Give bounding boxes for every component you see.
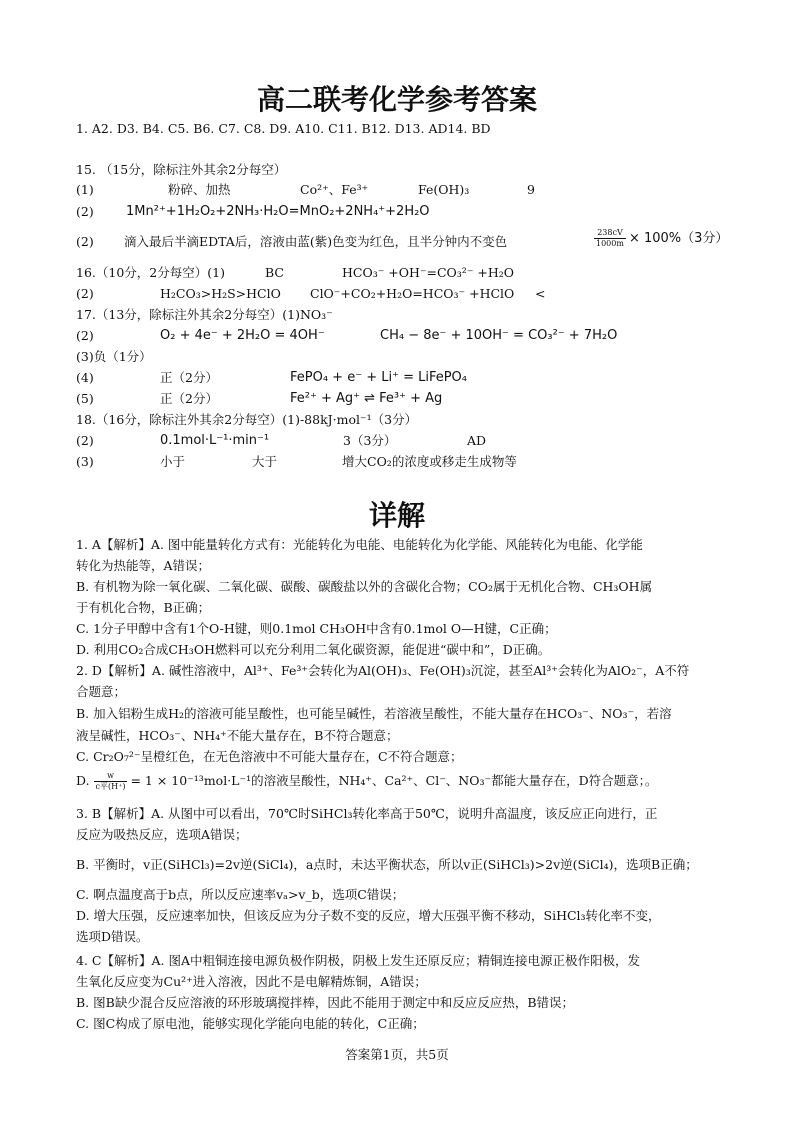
q17-r2-num: (2) (76, 328, 94, 343)
q18-r2-b: 3（3分） (343, 433, 397, 448)
q17-r5-b: Fe²⁺ + Ag⁺ ⇌ Fe³⁺ + Ag (290, 391, 443, 406)
detail-line: 于有机化合物，B正确； (76, 600, 211, 615)
q17-r4-a: 正（2分） (160, 370, 218, 385)
q17-r3: (3)负（1分） (76, 349, 152, 364)
detail-line: 液呈碱性，HCO₃⁻、NH₄⁺不能大量存在，B不符合题意； (76, 728, 399, 743)
page-footer: 答案第1页，共5页 (345, 1047, 449, 1062)
detail-line: 生氧化反应变为Cu²⁺进入溶液，因此不是电解精炼铜，A错误； (76, 974, 427, 989)
q17-r4-b: FePO₄ + e⁻ + Li⁺ = LiFePO₄ (290, 370, 467, 385)
q17-r1: 17.（13分，除标注外其余2分每空）(1)NO₃⁻ (76, 307, 333, 322)
q16-r2-b: ClO⁻+CO₂+H₂O=HCO₃⁻ +HClO (310, 286, 515, 301)
detail-line: C. 图C构成了原电池，能够实现化学能向电能的转化，C正确； (76, 1016, 425, 1031)
choice-answers: 1. A2. D3. B4. C5. B6. C7. C8. D9. A10. C11. B12. D13. AD14. BD (76, 121, 491, 136)
detail-line: 反应为吸热反应，选项A错误； (76, 827, 248, 842)
q15-r3-fraction (594, 228, 728, 249)
detail-line: 3. B【解析】A. 从图中可以看出，70℃时SiHCl₃转化率高于50℃，说明升高温度，该反应正向进行，正 (76, 806, 658, 821)
q18-r2-c: AD (467, 433, 487, 448)
d-line-text: = 1 × 10⁻¹³mol·L⁻¹的溶液呈酸性，NH₄⁺、Ca²⁺、Cl⁻、NO₃⁻都能大量存在，D符合题意；。 (130, 773, 658, 788)
q17-r2-b: CH₄ − 8e⁻ + 10OH⁻ = CO₃²⁻ + 7H₂O (380, 328, 618, 343)
fraction (594, 228, 626, 249)
fraction-denominator: c平(H⁺) (95, 782, 126, 791)
detail-line: 选项D错误。 (76, 929, 149, 944)
q17-r4-num: (4) (76, 370, 94, 385)
q16-r1-b: HCO₃⁻ +OH⁻=CO₃²⁻ +H₂O (342, 265, 515, 280)
detail-d-line (76, 771, 657, 792)
q16-r1-a: BC (265, 265, 284, 280)
q15-r1-num: (1) (76, 182, 94, 197)
detail-line: B. 有机物为除一氧化碳、二氧化碳、碳酸、碳酸盐以外的含碳化合物；CO₂属于无机化合物、CH₃OH属 (76, 579, 653, 594)
detail-line: B. 图B缺少混合反应溶液的环形玻璃搅拌棒，因此不能用于测定中和反应反应热，B错误； (76, 995, 575, 1010)
detail-line: 1. A【解析】A. 图中能量转化方式有：光能转化为电能、电能转化为化学能、风能转化为电能、化学能 (76, 537, 643, 552)
detail-line: C. 1分子甲醇中含有1个O-H键，则0.1mol CH₃OH中含有0.1mol O—H键，C正确； (76, 621, 557, 636)
d-fraction (94, 771, 128, 792)
q17-r5-num: (5) (76, 391, 94, 406)
q15-r1-a: 粉碎、加热 (168, 182, 231, 197)
q16-r2-c: < (535, 286, 546, 301)
detail-line: C. Cr₂O₇²⁻呈橙红色，在无色溶液中不可能大量存在，C不符合题意； (76, 749, 463, 764)
q15-header: 15. （15分，除标注外其余2分每空） (76, 162, 287, 177)
q18-r3-b: 大于 (252, 454, 278, 469)
detail-line: D. 利用CO₂合成CH₃OH燃料可以充分利用二氧化碳资源，能促进“碳中和”，D正确。 (76, 642, 551, 657)
q15-r2-eq: 1Mn²⁺+1H₂O₂+2NH₃·H₂O=MnO₂+2NH₄⁺+2H₂O (126, 204, 430, 219)
q15-r1-d: 9 (527, 182, 535, 197)
q15-r3-text: 滴入最后半滴EDTA后，溶液由蓝(紫)色变为红色，且半分钟内不变色 (124, 234, 508, 249)
q16-r1-num: 16.（10分，2分每空）(1) (76, 265, 225, 280)
d-prefix: D. (76, 773, 90, 788)
detail-line: 2. D【解析】A. 碱性溶液中，Al³⁺、Fe³⁺会转化为Al(OH)₃、Fe(OH)₃沉淀，甚至Al³⁺会转化为AlO₂⁻，A不符 (76, 663, 690, 678)
page-title: 高二联考化学参考答案 (256, 83, 537, 116)
q15-r1-c: Fe(OH)₃ (418, 182, 470, 197)
q15-r1-b: Co²⁺、Fe³⁺ (300, 182, 369, 197)
q17-r5-a: 正（2分） (160, 391, 218, 406)
detail-line: 转化为热能等，A错误； (76, 558, 211, 573)
detail-line: B. 平衡时，v正(SiHCl₃)=2v逆(SiCl₄)，a点时，未达平衡状态，所以v正(SiHCl₃)>2v逆(SiCl₄)，选项B正确； (76, 857, 698, 872)
q18-r3-a: 小于 (160, 454, 186, 469)
q18-r3-c: 增大CO₂的浓度或移走生成物等 (342, 454, 517, 469)
fraction-numerator: 238cV (594, 228, 626, 239)
fraction-numerator: w (94, 771, 128, 782)
q18-r1: 18.（16分，除标注外其余2分每空）(1)-88kJ·mol⁻¹（3分） (76, 412, 418, 427)
detail-line: 4. C【解析】A. 图A中粗铜连接电源负极作阴极，阴极上发生还原反应；精铜连接电源正极作阳极，发 (76, 953, 640, 968)
detail-title: 详解 (368, 499, 425, 532)
q17-r2-a: O₂ + 4e⁻ + 2H₂O = 4OH⁻ (160, 328, 325, 343)
detail-line: 合题意； (76, 684, 127, 699)
detail-line: D. 增大压强，反应速率加快，但该反应为分子数不变的反应，增大压强平衡不移动，SiHCl₃转化率不变， (76, 908, 661, 923)
q16-r2-num: (2) (76, 286, 94, 301)
q15-r2-num: (2) (76, 204, 94, 219)
q16-r2-a: H₂CO₃>H₂S>HClO (160, 286, 281, 301)
q18-r3-num: (3) (76, 454, 94, 469)
q15-r3-tail: × 100%（3分） (628, 231, 729, 246)
q18-r2-a: 0.1mol·L⁻¹·min⁻¹ (160, 433, 270, 448)
q15-r3-num: (2) (76, 234, 94, 249)
q18-r2-num: (2) (76, 433, 94, 448)
detail-line: B. 加入铝粉生成H₂的溶液可能呈酸性，也可能呈碱性，若溶液呈酸性，不能大量存在HCO₃⁻、NO₃⁻，若溶 (76, 706, 672, 721)
fraction-denominator: 1000m (596, 239, 624, 248)
detail-line: C. 啊点温度高于b点，所以反应速率vₐ>v_b，选项C错误； (76, 887, 405, 902)
